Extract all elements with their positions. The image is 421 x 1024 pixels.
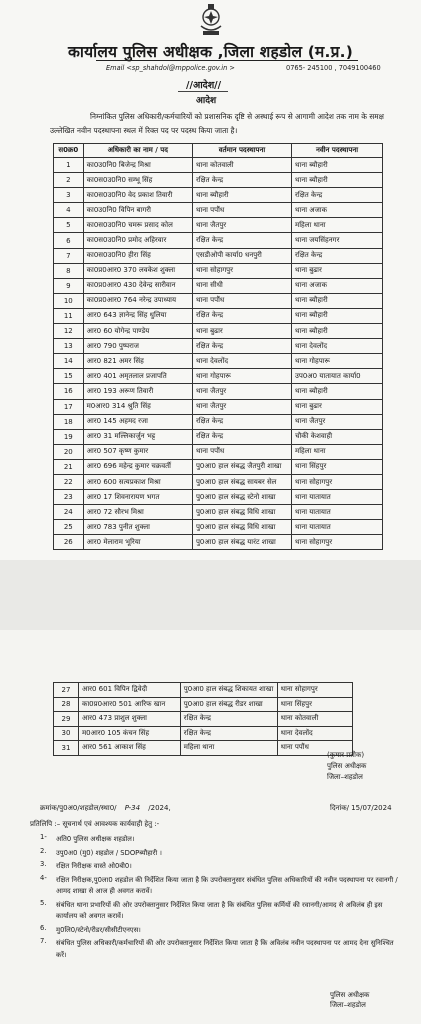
office-phone: 0765- 245100 , 7049100460 bbox=[286, 64, 381, 72]
new-posting-cell: थाना पपौंध bbox=[277, 741, 352, 756]
officer-name-cell: म0आर0 314 श्रुति सिंह bbox=[83, 399, 192, 414]
serial-cell: 5 bbox=[54, 218, 84, 233]
memo-date: दिनांक/ 15/07/2024 bbox=[330, 804, 392, 812]
officer-name-cell: आर0 145 अहमद रजा bbox=[83, 414, 192, 429]
copy-list-item bbox=[40, 923, 400, 937]
table-row bbox=[54, 741, 353, 756]
new-posting-cell: थाना जैतपुर bbox=[292, 414, 383, 429]
officer-name-cell: का0स0उ0नि0 प्रमोद अहिरवार bbox=[83, 233, 192, 248]
officer-name-cell: आर0 मेलाराम भूरिया bbox=[83, 535, 192, 550]
office-title: कार्यालय पुलिस अधीक्षक ,जिला शहडोल (म.प्र.) bbox=[68, 43, 353, 61]
new-posting-cell: थाना ब्यौहारी bbox=[292, 384, 383, 399]
current-posting-cell: थाना सीधी bbox=[192, 278, 291, 293]
copy-item-text: संबंधित पुलिस अधिकारी/कर्मचारियों की ओर उपरोक्तानुसार निर्देशित किया जाता है कि अविलंब नवीन पदस्थापना पर आमद देना सुनिश्चित करें। bbox=[56, 939, 394, 959]
table-row bbox=[54, 233, 383, 248]
new-posting-cell: थाना कोतवाली bbox=[277, 712, 352, 727]
new-posting-cell: थाना सिंहपुर bbox=[277, 697, 352, 712]
officer-name-cell: आर0 600 सत्यप्रकाश मिश्रा bbox=[83, 474, 192, 489]
current-posting-cell: रक्षित केन्द्र bbox=[192, 339, 291, 354]
new-posting-cell: थाना देवलोंद bbox=[277, 726, 352, 741]
table-row bbox=[54, 384, 383, 399]
signatory-name: (कुमार प्रतीक) bbox=[327, 751, 365, 759]
current-posting-cell: थाना जैतपुर bbox=[192, 399, 291, 414]
officer-name-cell: म0आर0 105 कंचन सिंह bbox=[78, 726, 180, 741]
serial-cell: 20 bbox=[54, 444, 84, 459]
copy-item-number: 6. bbox=[40, 923, 47, 932]
new-posting-cell: चौकी केशवाही bbox=[292, 429, 383, 444]
serial-cell: 3 bbox=[54, 188, 84, 203]
table-row bbox=[54, 188, 383, 203]
serial-cell: 27 bbox=[54, 683, 79, 698]
table-row bbox=[54, 399, 383, 414]
table-row bbox=[54, 697, 353, 712]
copy-item-number: 7. bbox=[40, 937, 47, 945]
new-posting-cell: थाना ब्यौहारी bbox=[292, 293, 383, 308]
table-row bbox=[54, 354, 383, 369]
current-posting-cell: पु0आ0 हाल संबद्ध रीडर शाखा bbox=[180, 697, 277, 712]
current-posting-cell: रक्षित केन्द्र bbox=[192, 308, 291, 323]
current-posting-cell: रक्षित केन्द्र bbox=[180, 712, 277, 727]
new-posting-cell: थाना यातायात bbox=[292, 505, 383, 520]
new-posting-cell: थाना अजाक bbox=[292, 203, 383, 218]
current-posting-cell: थाना पपौंध bbox=[192, 293, 291, 308]
serial-cell: 10 bbox=[54, 293, 84, 308]
signatory-district: जिला–शहडोल bbox=[327, 773, 363, 781]
col-header-name: अधिकारी का नाम / पद bbox=[83, 144, 192, 158]
table-row bbox=[54, 278, 383, 293]
current-posting-cell: एसडीओपी कार्या0 धनपुरी bbox=[192, 248, 291, 263]
copy-list-item bbox=[40, 859, 400, 873]
table-row bbox=[54, 248, 383, 263]
serial-cell: 17 bbox=[54, 399, 84, 414]
serial-cell: 28 bbox=[54, 697, 79, 712]
serial-cell: 29 bbox=[54, 712, 79, 727]
current-posting-cell: थाना सोहागपुर bbox=[192, 263, 291, 278]
serial-cell: 7 bbox=[54, 248, 84, 263]
officer-name-cell: का0उ0नि0 विपिन बागरी bbox=[83, 203, 192, 218]
new-posting-cell: थाना देवलोंद bbox=[292, 339, 383, 354]
current-posting-cell: पु0आ0 हाल संबद्ध जैतपुरी शाखा bbox=[192, 459, 291, 474]
officer-name-cell: आर0 783 पुनीत शुक्ला bbox=[83, 520, 192, 535]
title-underline bbox=[96, 60, 358, 61]
serial-cell: 13 bbox=[54, 339, 84, 354]
table-row bbox=[54, 505, 383, 520]
serial-cell: 8 bbox=[54, 263, 84, 278]
col-header-new-posting: नवीन पदस्थापना bbox=[292, 144, 383, 158]
signature-block-2 bbox=[330, 990, 369, 1010]
officer-name-cell: आर0 696 महेन्द्र कुमार चक्रवर्ती bbox=[83, 459, 192, 474]
table-row bbox=[54, 726, 353, 741]
officer-name-cell: का0उ0नि0 बिजेन्द्र मिश्रा bbox=[83, 158, 192, 173]
new-posting-cell: थाना सोहागपुर bbox=[277, 683, 352, 698]
copy-list-item bbox=[40, 898, 400, 923]
serial-cell: 4 bbox=[54, 203, 84, 218]
table-row bbox=[54, 520, 383, 535]
officer-name-cell: आर0 821 अमर सिंह bbox=[83, 354, 192, 369]
current-posting-cell: थाना पपौंध bbox=[192, 444, 291, 459]
officer-name-cell: का0स0उ0नि0 सम्भू सिंह bbox=[83, 173, 192, 188]
copy-list-item bbox=[40, 846, 400, 860]
table-row bbox=[54, 712, 353, 727]
officer-name-cell: आर0 60 योगेन्द्र पाण्डेय bbox=[83, 324, 192, 339]
current-posting-cell: थाना जैतपुर bbox=[192, 218, 291, 233]
current-posting-cell: थाना गोहपारू bbox=[192, 369, 291, 384]
transfer-table bbox=[53, 143, 383, 550]
table-row bbox=[54, 173, 383, 188]
new-posting-cell: थाना यातायात bbox=[292, 490, 383, 505]
serial-cell: 16 bbox=[54, 384, 84, 399]
order-page-2 bbox=[0, 630, 421, 1024]
order-heading-underline bbox=[178, 91, 228, 92]
serial-cell: 22 bbox=[54, 474, 84, 489]
table-row bbox=[54, 218, 383, 233]
copy-item-number: 1- bbox=[40, 833, 47, 841]
officer-name-cell: का0प्र0आर0 430 देवेन्द्र सारीवान bbox=[83, 278, 192, 293]
new-posting-cell: थाना ब्यौहारी bbox=[292, 324, 383, 339]
table-row bbox=[54, 683, 353, 698]
current-posting-cell: रक्षित केन्द्र bbox=[192, 414, 291, 429]
table-row bbox=[54, 535, 383, 550]
new-posting-cell: थाना यातायात bbox=[292, 520, 383, 535]
officer-name-cell: का0प्र0आर0 764 नरेन्द्र उपाध्याय bbox=[83, 293, 192, 308]
current-posting-cell: पु0आ0 हाल संबद्ध विधि शाखा bbox=[192, 505, 291, 520]
page-gap bbox=[0, 560, 421, 630]
signatory-designation-2: पुलिस अधीक्षक bbox=[330, 991, 370, 999]
current-posting-cell: रक्षित केन्द्र bbox=[192, 233, 291, 248]
current-posting-cell: थाना जैतपुर bbox=[192, 384, 291, 399]
new-posting-cell: उप0अ0 यातायात कार्या0 bbox=[292, 369, 383, 384]
table-row bbox=[54, 444, 383, 459]
current-posting-cell: पु0आ0 हाल संबद्ध सायबर सेल bbox=[192, 474, 291, 489]
table-row bbox=[54, 308, 383, 323]
current-posting-cell: पु0आ0 हाल संबद्ध यारंट शाखा bbox=[192, 535, 291, 550]
table-row bbox=[54, 414, 383, 429]
table-row bbox=[54, 429, 383, 444]
officer-name-cell: आर0 790 पुष्पराज bbox=[83, 339, 192, 354]
officer-name-cell: का0स0उ0नि0 चमरू प्रसाद कोल bbox=[83, 218, 192, 233]
new-posting-cell: महिला थाना bbox=[292, 218, 383, 233]
new-posting-cell: थाना ब्यौहारी bbox=[292, 308, 383, 323]
current-posting-cell: रक्षित केन्द्र bbox=[192, 173, 291, 188]
copy-item-number: 2. bbox=[40, 846, 47, 855]
table-row bbox=[54, 369, 383, 384]
new-posting-cell: थाना बुढार bbox=[292, 399, 383, 414]
copy-heading: प्रतिलिपि :– सूचनार्थ एवं आवश्यक कार्यवाही हेतु :- bbox=[30, 820, 160, 828]
new-posting-cell: रक्षित केन्द्र bbox=[292, 248, 383, 263]
memo-number: P-34 bbox=[124, 804, 141, 812]
order-intro-paragraph: निम्नांकित पुलिस अधिकारी/कर्मचारियों को प्रशासनिक दृष्टि से अस्थाई रूप से आगामी आदेश तक नाम के समक्ष उल्लेखित नवीन पदस्थापना स्थल में रिक्त पद पर पदस्थ किया जाता है। bbox=[50, 112, 384, 135]
serial-cell: 31 bbox=[54, 741, 79, 756]
serial-cell: 30 bbox=[54, 726, 79, 741]
serial-cell: 19 bbox=[54, 429, 84, 444]
copy-item-text: उपु0अ0 (मु0) शहडोल / SDOPब्यौहारी । bbox=[56, 848, 162, 857]
officer-name-cell: आर0 401 अमृतलाल प्रजापति bbox=[83, 369, 192, 384]
current-posting-cell: पु0आ0 हाल संबद्ध विधि शाखा bbox=[192, 520, 291, 535]
current-posting-cell: महिला थाना bbox=[180, 741, 277, 756]
officer-name-cell: का0स0उ0नि0 वेद प्रकाश तिवारी bbox=[83, 188, 192, 203]
table-row bbox=[54, 263, 383, 278]
new-posting-cell: थाना गोहपारू bbox=[292, 354, 383, 369]
serial-cell: 21 bbox=[54, 459, 84, 474]
new-posting-cell: थाना ब्यौहारी bbox=[292, 158, 383, 173]
current-posting-cell: थाना ब्यौहारी bbox=[192, 188, 291, 203]
officer-name-cell: आर0 601 विपिन द्विवेदी bbox=[78, 683, 180, 698]
new-posting-cell: महिला थाना bbox=[292, 444, 383, 459]
officer-name-cell: का0स0उ0नि0 हीरा सिंह bbox=[83, 248, 192, 263]
col-header-current-posting: वर्तमान पदस्थापना bbox=[192, 144, 291, 158]
current-posting-cell: थाना बुढार bbox=[192, 324, 291, 339]
serial-cell: 11 bbox=[54, 308, 84, 323]
current-posting-cell: पु0आ0 हाल संबद्ध शिकायत शाखा bbox=[180, 683, 277, 698]
officer-name-cell: आर0 473 प्राशुल शुक्ला bbox=[78, 712, 180, 727]
table-row bbox=[54, 459, 383, 474]
signatory-designation: पुलिस अधीक्षक bbox=[327, 762, 367, 770]
copy-list-item bbox=[40, 873, 400, 898]
copy-item-text: संबंधित थाना प्रभारियों की ओर उपरोक्तानुसार निर्देशित किया जाता है कि संबंधित पुलिस कर्मियों की रवानगी/आमद से अविलंब ही इस कार्यालय को अवगत करावें। bbox=[56, 900, 383, 920]
memo-ref-prefix: क्रमांक/पु0अ0/शहडोल/स्था0/ bbox=[40, 804, 117, 812]
officer-name-cell: का0प्र0आर0 370 लवकेश शुक्ला bbox=[83, 263, 192, 278]
serial-cell: 6 bbox=[54, 233, 84, 248]
current-posting-cell: रक्षित केन्द्र bbox=[180, 726, 277, 741]
copy-item-text: रक्षित निरीक्षक,पु0ला0 शहडोल की निर्देशित किया जाता है कि उपरोक्तानुसार संबंधित पुलिस अधिकारियों की नवीन पदस्थापना पर रवानगी /आमद शाखा से आज ही अवगत करावें। bbox=[56, 875, 398, 895]
current-posting-cell: रक्षित केन्द्र bbox=[192, 429, 291, 444]
signature-block bbox=[327, 750, 366, 783]
copy-list bbox=[40, 832, 400, 961]
officer-name-cell: आर0 17 शिवनारायण भगत bbox=[83, 490, 192, 505]
table-row bbox=[54, 293, 383, 308]
officer-name-cell: आर0 507 कृष्ण कुमार bbox=[83, 444, 192, 459]
officer-name-cell: आर0 193 अरूण तिवारी bbox=[83, 384, 192, 399]
officer-name-cell: का0प्र0आर0 501 आरिफ खान bbox=[78, 697, 180, 712]
officer-name-cell: आर0 561 आकाश सिंह bbox=[78, 741, 180, 756]
order-label: आदेश bbox=[196, 96, 217, 106]
copy-list-item bbox=[40, 936, 400, 961]
new-posting-cell: थाना सोहागपुर bbox=[292, 474, 383, 489]
copy-item-text: रक्षित निरीक्षक वास्ते ओ0बी0। bbox=[56, 862, 132, 870]
new-posting-cell: थाना ब्यौहारी bbox=[292, 173, 383, 188]
serial-cell: 1 bbox=[54, 158, 84, 173]
current-posting-cell: थाना कोतवाली bbox=[192, 158, 291, 173]
copy-item-number: 4- bbox=[40, 873, 47, 882]
police-emblem-icon bbox=[198, 4, 224, 38]
new-posting-cell: थाना बुढार bbox=[292, 263, 383, 278]
signatory-district-2: जिला–शहडोल bbox=[330, 1001, 366, 1009]
serial-cell: 14 bbox=[54, 354, 84, 369]
serial-cell: 2 bbox=[54, 173, 84, 188]
col-header-serial: स0क्र0 bbox=[54, 144, 84, 158]
table-row bbox=[54, 203, 383, 218]
copy-item-text: अति0 पुलिस अधीक्षक शहडोल। bbox=[56, 835, 135, 843]
transfer-table-continued bbox=[53, 682, 353, 756]
copy-item-number: 5. bbox=[40, 898, 47, 907]
serial-cell: 23 bbox=[54, 490, 84, 505]
office-email: Email <sp_shahdol@mppolice.gov.in > bbox=[106, 64, 235, 72]
new-posting-cell: रक्षित केन्द्र bbox=[292, 188, 383, 203]
table-row bbox=[54, 324, 383, 339]
order-heading: //आदेश// bbox=[186, 80, 222, 91]
copy-list-item bbox=[40, 832, 400, 846]
current-posting-cell: थाना पपौंध bbox=[192, 203, 291, 218]
new-posting-cell: थाना अजाक bbox=[292, 278, 383, 293]
serial-cell: 12 bbox=[54, 324, 84, 339]
current-posting-cell: थाना देवलोंद bbox=[192, 354, 291, 369]
memo-reference bbox=[40, 804, 171, 813]
table-row bbox=[54, 339, 383, 354]
serial-cell: 15 bbox=[54, 369, 84, 384]
serial-cell: 9 bbox=[54, 278, 84, 293]
serial-cell: 24 bbox=[54, 505, 84, 520]
current-posting-cell: पु0आ0 हाल संबद्ध स्टेनो शाखा bbox=[192, 490, 291, 505]
table-row bbox=[54, 158, 383, 173]
table-row bbox=[54, 474, 383, 489]
officer-name-cell: आर0 643 ज्ञानेन्द्र सिंह धुलिया bbox=[83, 308, 192, 323]
serial-cell: 26 bbox=[54, 535, 84, 550]
table-row bbox=[54, 490, 383, 505]
officer-name-cell: आर0 31 मल्लिकार्जुन भट्ट bbox=[83, 429, 192, 444]
new-posting-cell: थाना सोहागपुर bbox=[292, 535, 383, 550]
copy-item-number: 3. bbox=[40, 860, 47, 868]
officer-name-cell: आर0 72 सौरभ मिश्रा bbox=[83, 505, 192, 520]
copy-item-text: मु0लि0/स्टेनो/रीडर/सीसीटीएनएस। bbox=[56, 925, 141, 934]
new-posting-cell: थाना जयसिंहनगर bbox=[292, 233, 383, 248]
serial-cell: 18 bbox=[54, 414, 84, 429]
new-posting-cell: थाना सिंहपुर bbox=[292, 459, 383, 474]
memo-year: /2024, bbox=[148, 804, 171, 812]
serial-cell: 25 bbox=[54, 520, 84, 535]
